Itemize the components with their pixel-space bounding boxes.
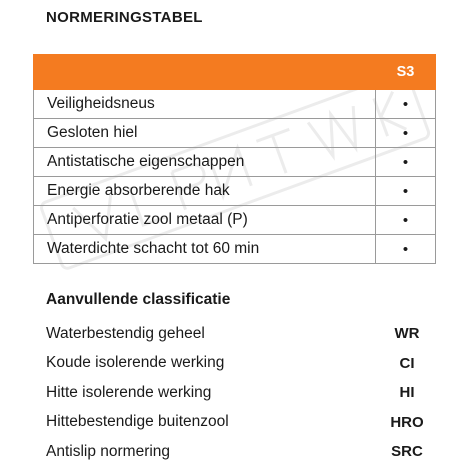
classification-label: Waterbestendig geheel [46, 324, 205, 342]
norm-row-label: Waterdichte schacht tot 60 min [34, 235, 376, 264]
norm-table-header-code: S3 [376, 55, 436, 90]
norm-row-label: Veiligheidsneus [34, 90, 376, 119]
norm-row-mark: • [376, 206, 436, 235]
norm-row-mark: • [376, 235, 436, 264]
classification-code: WR [394, 325, 420, 343]
additional-classification-heading: Aanvullende classificatie [46, 291, 231, 308]
table-row [34, 235, 436, 264]
page-title: NORMERINGSTABEL [46, 9, 203, 26]
classification-code: HI [399, 384, 415, 402]
list-item [46, 319, 436, 349]
classification-label: Koude isolerende werking [46, 354, 225, 372]
classification-label: Antislip normering [46, 442, 171, 460]
norm-row-mark: • [376, 148, 436, 177]
norm-row-label: Antiperforatie zool metaal (P) [34, 206, 376, 235]
norm-row-label: Antistatische eigenschappen [34, 148, 376, 177]
classification-code: SRC [391, 443, 423, 461]
table-row [34, 148, 436, 177]
norm-row-mark: • [376, 90, 436, 119]
list-item [46, 408, 436, 438]
norm-row-mark: • [376, 177, 436, 206]
table-row [34, 206, 436, 235]
table-row [34, 177, 436, 206]
norm-row-label: Energie absorberende hak [34, 177, 376, 206]
list-item [46, 349, 436, 379]
classification-label: Hittebestendige buitenzool [46, 413, 229, 431]
list-item [46, 378, 436, 408]
table-row [34, 90, 436, 119]
norm-table [33, 54, 436, 264]
classification-code: CI [399, 354, 415, 372]
classification-label: Hitte isolerende werking [46, 383, 212, 401]
norm-table-header-label [34, 55, 376, 90]
list-item [46, 437, 436, 467]
classification-code: HRO [390, 413, 424, 431]
norm-row-mark: • [376, 119, 436, 148]
norm-row-label: Gesloten hiel [34, 119, 376, 148]
table-row [34, 119, 436, 148]
additional-classification-list [46, 319, 436, 467]
norm-table-header-row [34, 55, 436, 90]
